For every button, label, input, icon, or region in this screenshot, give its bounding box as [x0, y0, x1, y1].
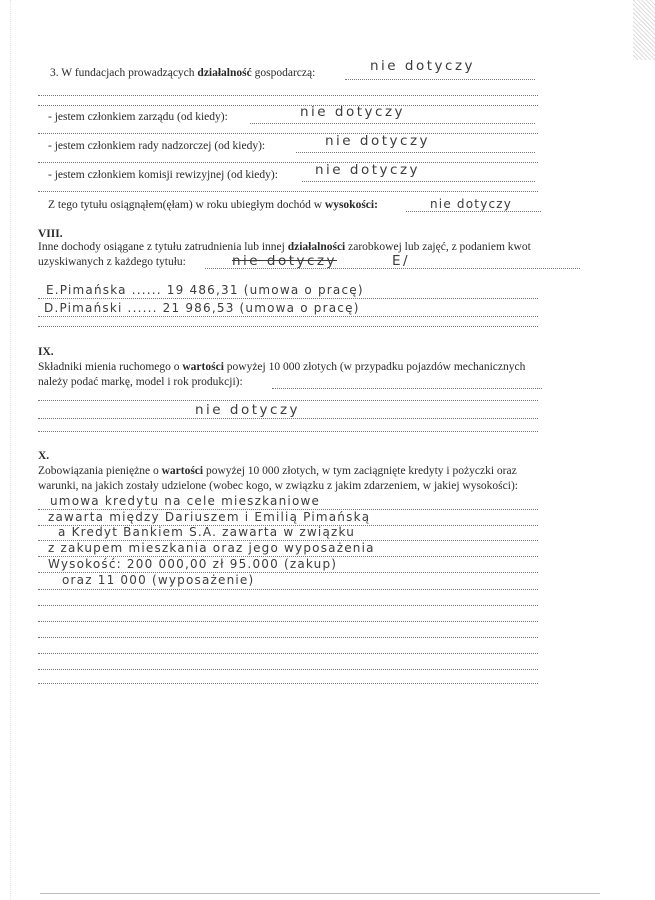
dotted-line	[38, 133, 538, 134]
section-3-income-prefix: Z tego tytułu osiągnąłem(ęłam) w roku ubiegłym dochód w	[48, 199, 323, 211]
section-ix-line-2: należy podać markę, model i rok produkcji):	[38, 376, 243, 388]
section-viii-answer-suffix: E/	[392, 253, 411, 269]
audit-committee-label: - jestem członkiem komisji rewizyjnej (od kiedy):	[48, 169, 278, 181]
dotted-line	[38, 431, 538, 432]
liability-line-5: Wysokość: 200 000,00 zł 95.000 (zakup)	[48, 557, 338, 571]
section-3-title-prefix: 3. W fundacjach prowadzących	[50, 67, 195, 79]
dotted-line	[272, 388, 542, 389]
liability-line-2: zawarta między Dariuszem i Emilią Pimańską	[48, 510, 371, 524]
supervisory-board-answer: nie dotyczy	[325, 133, 431, 149]
dotted-line	[38, 418, 538, 419]
section-ix-line-1-bold: wartości	[182, 361, 224, 373]
scan-edge-right	[633, 0, 655, 60]
liability-line-3: a Kredyt Bankiem S.A. zawarta w związku	[58, 525, 356, 539]
dotted-line	[250, 123, 535, 124]
audit-committee-answer: nie dotyczy	[315, 162, 421, 178]
section-viii-line-1	[38, 240, 531, 254]
section-3-answer: nie dotyczy	[370, 58, 476, 74]
dotted-line	[38, 298, 538, 299]
dotted-line	[38, 105, 538, 106]
section-3-income-line	[48, 198, 378, 212]
scan-edge-left	[0, 0, 11, 900]
section-x-heading: X.	[38, 450, 50, 462]
liability-line-1: umowa kredytu na cele mieszkaniowe	[50, 494, 321, 508]
section-ix-answer: nie dotyczy	[195, 402, 301, 418]
section-viii-line-2: uzyskiwanych z każdego tytułu:	[38, 256, 186, 268]
section-3-title-suffix: gospodarczą:	[254, 67, 316, 79]
dotted-line	[38, 326, 538, 327]
section-x-line-2: warunki, na jakich zostały udzielone (wobec kogo, w związku z jakim zdarzeniem, w jakiej wysokości):	[38, 480, 518, 492]
section-viii-line-1-b: zarobkowej lub zajęć, z podaniem kwot	[348, 241, 531, 253]
section-x-line-1-a: Zobowiązania pieniężne o	[38, 465, 159, 477]
dotted-line	[38, 95, 538, 96]
section-3-dotted-line	[345, 79, 535, 80]
income-entry-2: D.Pimański ...... 21 986,53 (umowa o pracę)	[44, 301, 360, 315]
section-viii-line-1-bold: działalności	[287, 241, 346, 253]
section-3-income-answer: nie dotyczy	[430, 197, 513, 211]
dotted-line	[38, 605, 538, 606]
section-3-title-bold: działalność	[197, 67, 252, 79]
dotted-line	[38, 669, 538, 670]
dotted-line	[38, 621, 538, 622]
supervisory-board-label: - jestem członkiem rady nadzorczej (od kiedy):	[48, 140, 266, 152]
section-x-line-1-b: powyżej 10 000 złotych, w tym zaciągnięte kredyty i pożyczki oraz	[205, 465, 517, 477]
dotted-line	[38, 191, 538, 192]
section-ix-heading: IX.	[38, 346, 54, 358]
liability-line-4: z zakupem mieszkania oraz jego wyposażenia	[48, 541, 375, 555]
dotted-line	[38, 589, 538, 590]
dotted-line	[38, 637, 538, 638]
dotted-line	[296, 152, 535, 153]
dotted-line	[406, 211, 541, 212]
section-ix-line-1-b: powyżej 10 000 złotych (w przypadku pojazdów mechanicznych	[226, 361, 526, 373]
dotted-line	[38, 683, 538, 684]
scan-bottom-edge	[40, 893, 600, 894]
income-entry-1: E.Pimańska ...... 19 486,31 (umowa o pracę)	[46, 283, 364, 297]
dotted-line	[38, 316, 538, 317]
dotted-line	[38, 653, 538, 654]
liability-line-6: oraz 11 000 (wyposażenie)	[62, 573, 255, 587]
board-member-label: - jestem członkiem zarządu (od kiedy):	[48, 111, 228, 123]
section-3-income-bold: wysokości:	[324, 199, 378, 211]
section-ix-line-1	[38, 360, 525, 374]
dotted-line	[302, 181, 535, 182]
board-member-answer: nie dotyczy	[300, 104, 406, 120]
dotted-line	[38, 400, 538, 401]
section-viii-struck-answer: nie dotyczy	[232, 253, 338, 269]
section-viii-heading: VIII.	[38, 228, 63, 240]
section-x-line-1	[38, 464, 517, 478]
dotted-line	[38, 162, 538, 163]
section-x-line-1-bold: wartości	[161, 465, 204, 477]
section-ix-line-1-a: Składniki mienia ruchomego o	[38, 361, 180, 373]
section-3-title	[50, 66, 315, 80]
section-viii-line-1-a: Inne dochody osiągane z tytułu zatrudnienia lub innej	[38, 241, 285, 253]
